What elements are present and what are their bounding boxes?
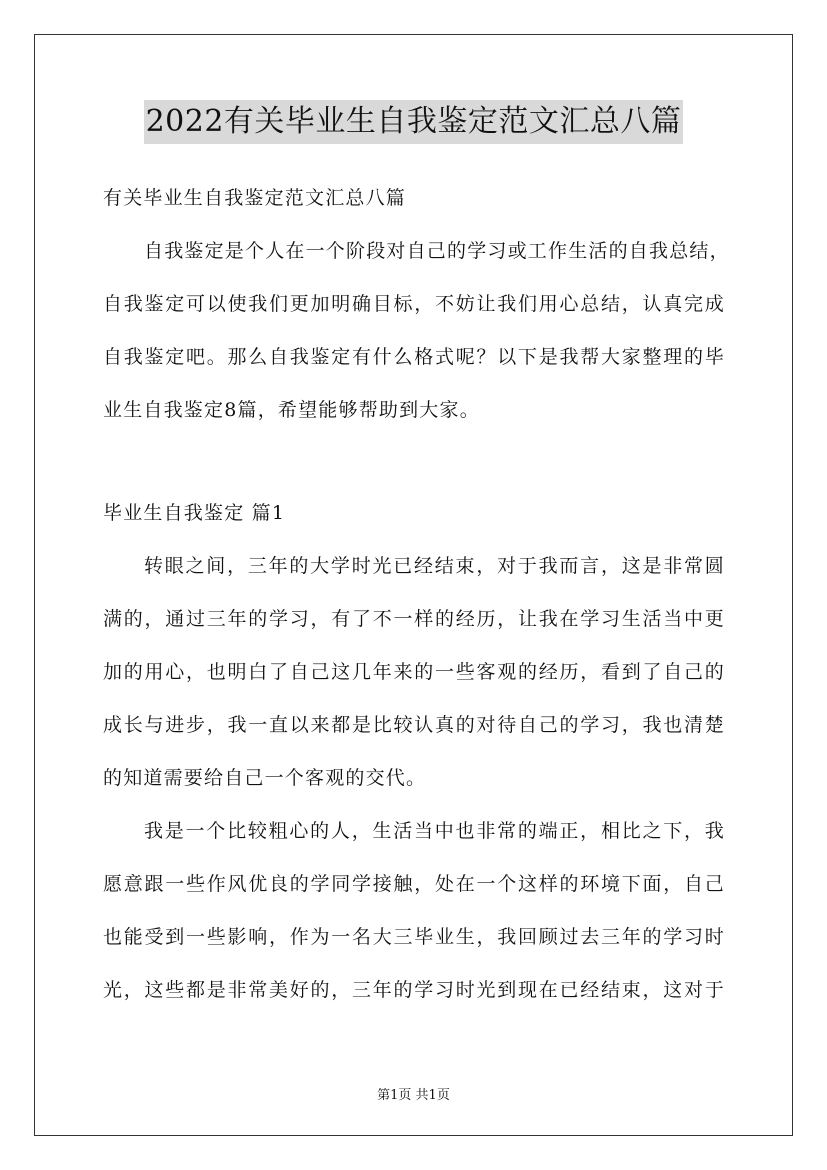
para2-line: 我是一个比较粗心的人，生活当中也非常的端正，相比之下，我 xyxy=(144,820,725,842)
para1-line: 的知道需要给自己一个客观的交代。 xyxy=(103,767,427,789)
document-body xyxy=(103,172,730,1017)
intro-line: 自我鉴定是个人在一个阶段对自己的学习或工作生活的自我总结， xyxy=(144,240,730,262)
para1-line: 转眼之间，三年的大学时光已经结束，对于我而言，这是非常圆 xyxy=(144,555,725,577)
intro-line: 业生自我鉴定8篇，希望能够帮助到大家。 xyxy=(103,399,480,421)
para1-line: 加的用心，也明白了自己这几年来的一些客观的经历，看到了自己的 xyxy=(103,661,725,683)
title-wrapper xyxy=(0,100,827,144)
spacer xyxy=(103,437,725,487)
document-title: 2022有关毕业生自我鉴定范文汇总八篇 xyxy=(144,100,684,144)
para2-line: 愿意跟一些作风优良的学同学接触，处在一个这样的环境下面，自己 xyxy=(103,873,725,895)
document-subtitle: 有关毕业生自我鉴定范文汇总八篇 xyxy=(103,187,407,209)
para2-line: 也能受到一些影响，作为一名大三毕业生，我回顾过去三年的学习时 xyxy=(103,926,725,948)
para1-line: 满的，通过三年的学习，有了不一样的经历，让我在学习生活当中更 xyxy=(103,608,725,630)
section-heading: 毕业生自我鉴定 篇1 xyxy=(103,502,286,524)
page-footer: 第1页 共1页 xyxy=(377,1088,450,1103)
intro-line: 自我鉴定吧。那么自我鉴定有什么格式呢？以下是我帮大家整理的毕 xyxy=(103,346,725,368)
para2-line: 光，这些都是非常美好的，三年的学习时光到现在已经结束，这对于 xyxy=(103,979,725,1001)
para1-line: 成长与进步，我一直以来都是比较认真的对待自己的学习，我也清楚 xyxy=(103,714,725,736)
intro-line: 自我鉴定可以使我们更加明确目标，不妨让我们用心总结，认真完成 xyxy=(103,293,725,315)
